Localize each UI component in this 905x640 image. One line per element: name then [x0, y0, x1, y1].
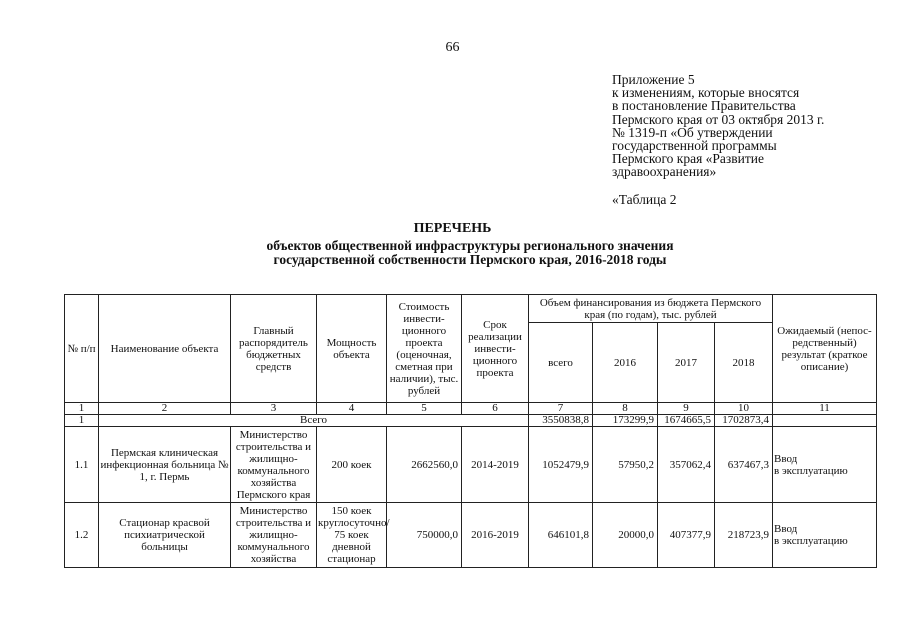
total-row-2017: 1674665,5 — [658, 415, 715, 427]
row-2018: 637467,3 — [715, 427, 773, 503]
header-distributor: Главный распорядитель бюджетных средств — [231, 295, 317, 403]
appendix-line: государственной программы — [612, 138, 777, 154]
column-number-row — [65, 403, 877, 415]
row-num: 1.1 — [65, 427, 99, 503]
row-name: Пермская клиническая инфекционная больница № 1, г. Пермь — [99, 427, 231, 503]
appendix-line: в постановление Правительства — [612, 98, 796, 114]
header-capacity: Мощность объекта — [317, 295, 387, 403]
column-number: 1 — [65, 403, 99, 415]
column-number: 10 — [715, 403, 773, 415]
table-label: «Таблица 2 — [612, 191, 677, 207]
row-2018: 218723,9 — [715, 503, 773, 568]
header-num: № п/п — [65, 295, 99, 403]
row-result — [773, 503, 877, 568]
appendix-line: к изменениям, которые вносятся — [612, 85, 800, 101]
table-row — [65, 503, 877, 568]
appendix-block — [612, 73, 824, 206]
header-2017: 2017 — [658, 323, 715, 403]
header-cost: Стоимость инвести-ционного проекта (оценочная, сметная при наличии), тыс. рублей — [387, 295, 462, 403]
header-funding-group: Объем финансирования из бюджета Пермского края (по годам), тыс. рублей — [529, 295, 773, 323]
header-name: Наименование объекта — [99, 295, 231, 403]
row-term: 2014-2019 — [462, 427, 529, 503]
total-row-2016: 173299,9 — [593, 415, 658, 427]
column-number: 7 — [529, 403, 593, 415]
row-2017: 407377,9 — [658, 503, 715, 568]
row-total: 646101,8 — [529, 503, 593, 568]
header-2018: 2018 — [715, 323, 773, 403]
appendix-line: здравоохранения» — [612, 164, 717, 180]
column-number: 4 — [317, 403, 387, 415]
row-2017: 357062,4 — [658, 427, 715, 503]
document-title: ПЕРЕЧЕНЬ — [413, 221, 492, 236]
objects-table — [64, 294, 877, 568]
page-number: 66 — [445, 40, 460, 55]
column-number: 8 — [593, 403, 658, 415]
header-row — [65, 295, 877, 323]
appendix-line: Приложение 5 — [612, 72, 695, 87]
header-total: всего — [529, 323, 593, 403]
row-result-line: Ввод — [774, 452, 798, 465]
row-distributor: Министерство строительства и жилищно-коммунального хозяйства Пермского края — [231, 427, 317, 503]
row-name: Стационар красвой психиатрической больницы — [99, 503, 231, 568]
total-row — [65, 415, 877, 427]
header-term: Срок реализации инвести-ционного проекта — [462, 295, 529, 403]
total-row-label: Всего — [99, 415, 529, 427]
total-row-2018: 1702873,4 — [715, 415, 773, 427]
row-cost: 750000,0 — [387, 503, 462, 568]
row-num: 1.2 — [65, 503, 99, 568]
row-2016: 57950,2 — [593, 427, 658, 503]
column-number: 6 — [462, 403, 529, 415]
document-subtitle — [0, 239, 905, 266]
column-number: 5 — [387, 403, 462, 415]
header-result: Ожидаемый (непос-редственный) результат (краткое описание) — [773, 295, 877, 403]
row-result — [773, 427, 877, 503]
appendix-line: Пермского края «Развитие — [612, 151, 764, 167]
total-row-result — [773, 415, 877, 427]
row-capacity: 200 коек — [317, 427, 387, 503]
column-number: 9 — [658, 403, 715, 415]
total-row-total: 3550838,8 — [529, 415, 593, 427]
column-number: 11 — [773, 403, 877, 415]
row-cost: 2662560,0 — [387, 427, 462, 503]
header-2016: 2016 — [593, 323, 658, 403]
row-result-line: в эксплуатацию — [774, 464, 848, 477]
column-number: 2 — [99, 403, 231, 415]
subtitle-line-2: государственной собственности Пермского края, 2016-2018 годы — [273, 251, 667, 267]
row-term: 2016-2019 — [462, 503, 529, 568]
row-result-line: Ввод — [774, 523, 798, 535]
row-total: 1052479,9 — [529, 427, 593, 503]
appendix-line: Пермского края от 03 октября 2013 г. — [612, 111, 825, 127]
row-2016: 20000,0 — [593, 503, 658, 568]
column-number: 3 — [231, 403, 317, 415]
total-row-num: 1 — [65, 415, 99, 427]
row-capacity: 150 коек круглосуточно/ 75 коек дневной стационар — [317, 503, 387, 568]
row-distributor: Министерство строительства и жилищно-коммунального хозяйства — [231, 503, 317, 568]
table-row — [65, 427, 877, 503]
appendix-line: № 1319-п «Об утверждении — [612, 124, 773, 140]
row-result-line: в эксплуатацию — [774, 535, 848, 547]
subtitle-line-1: объектов общественной инфраструктуры регионального значения — [266, 238, 674, 253]
